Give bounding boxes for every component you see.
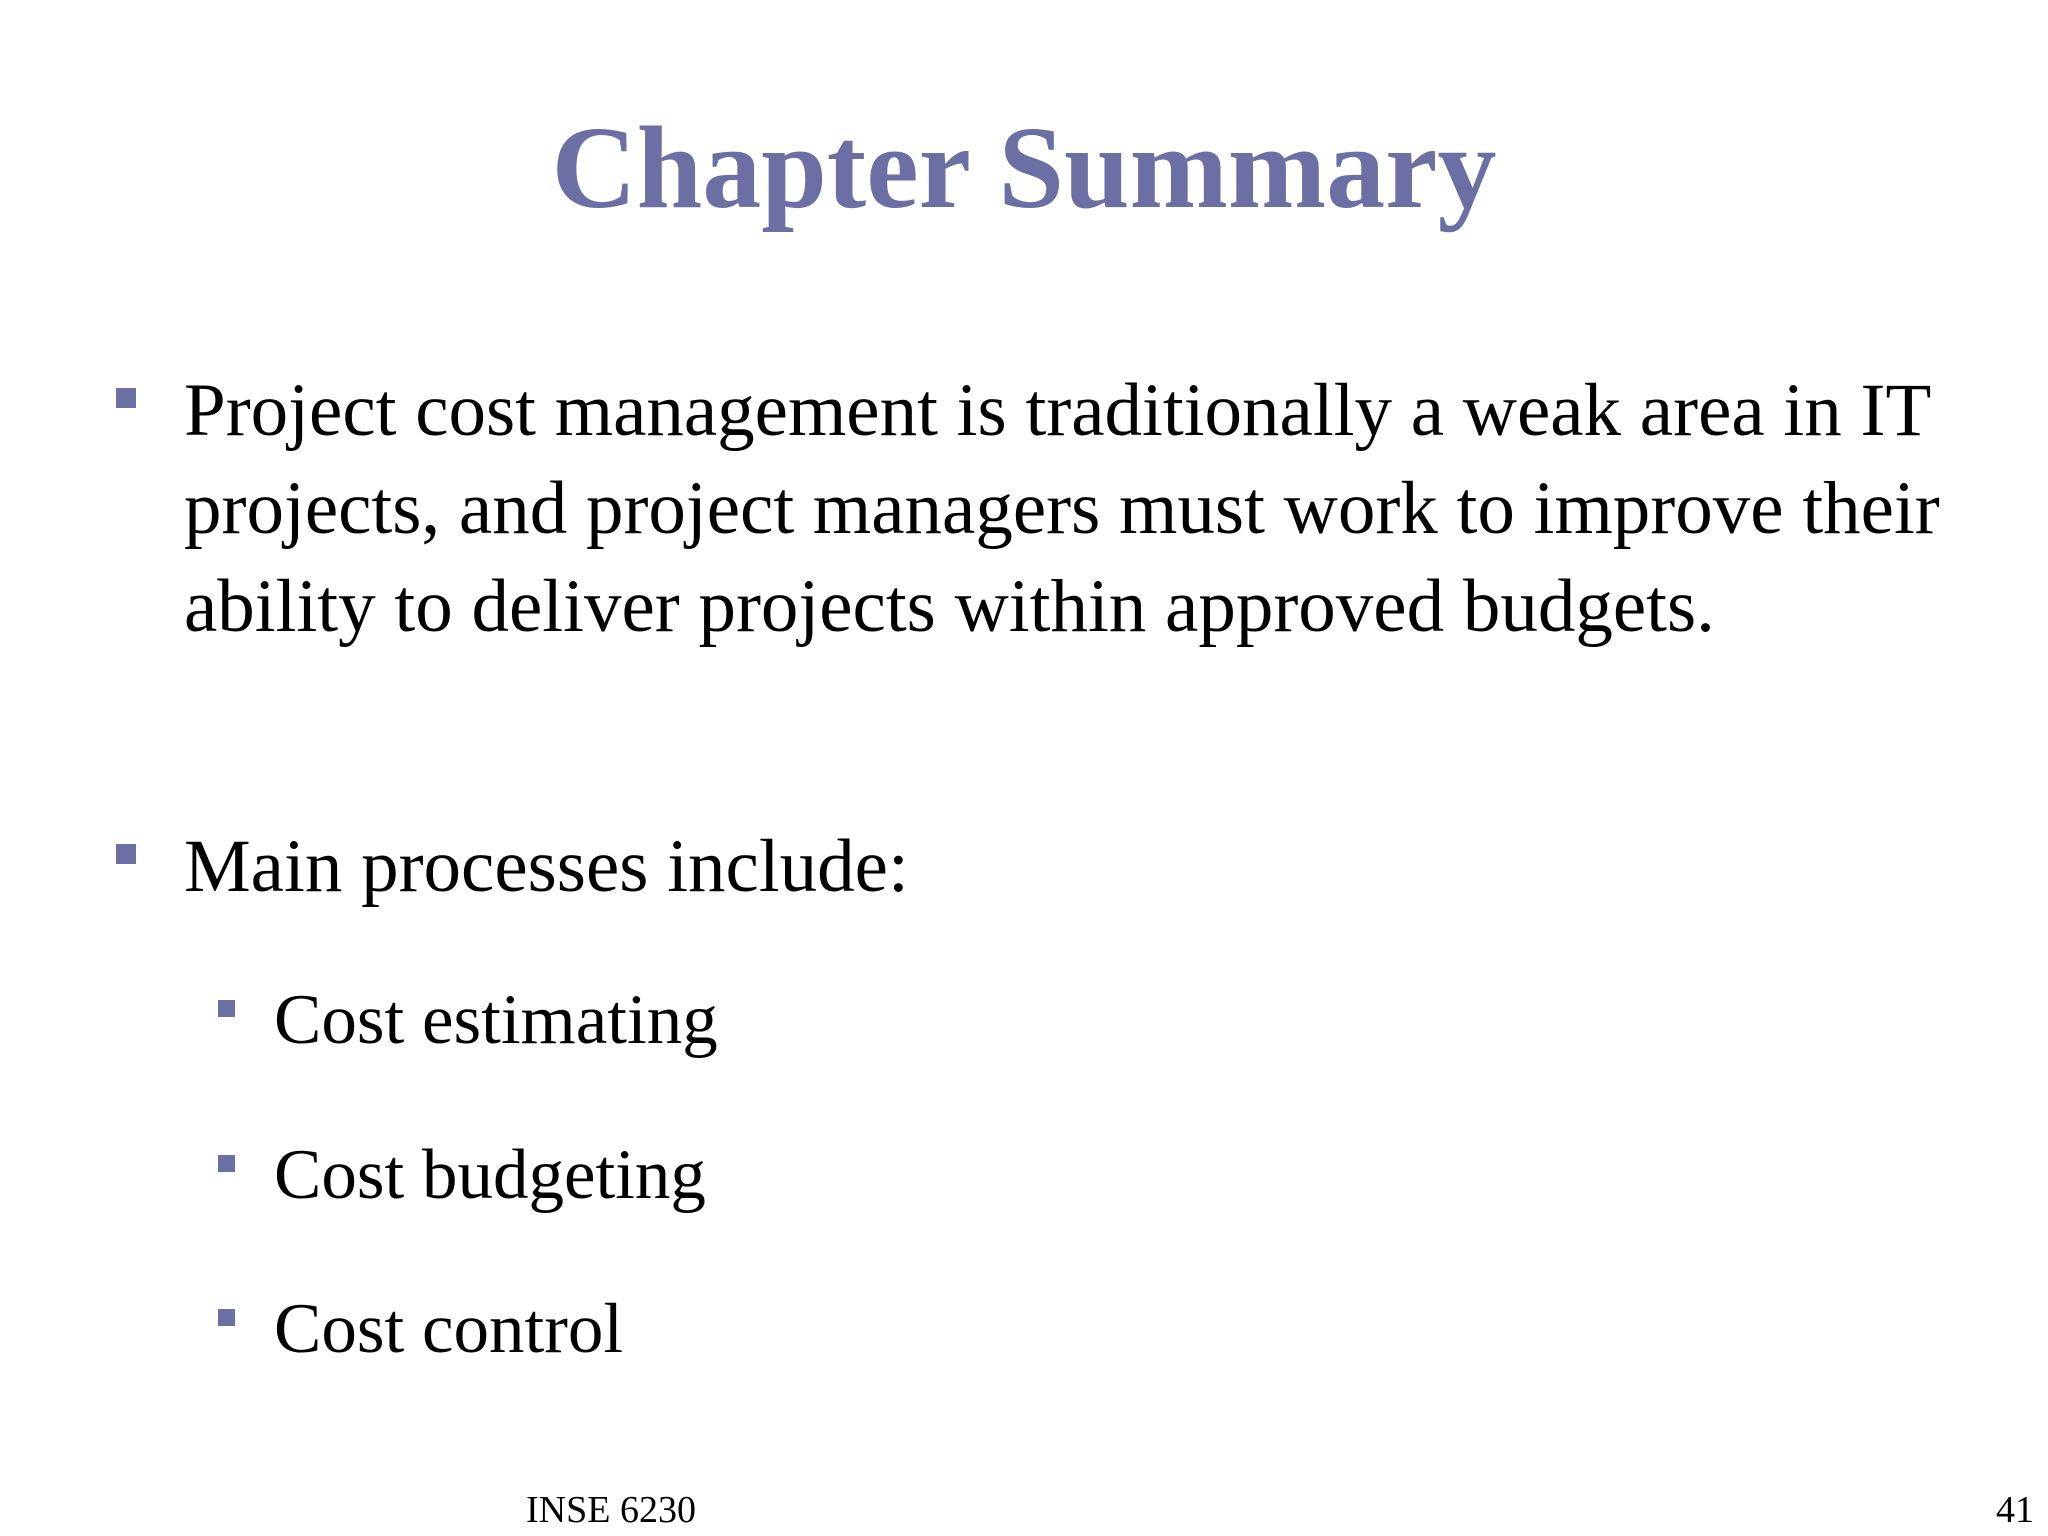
page-number: 41 (1996, 1489, 2034, 1531)
square-bullet-icon (116, 844, 136, 864)
square-bullet-icon (218, 1000, 235, 1017)
footer-course-code: INSE 6230 (526, 1489, 696, 1531)
sub-item-cost-estimating: Cost estimating (274, 981, 718, 1059)
square-bullet-icon (218, 1309, 235, 1326)
square-bullet-icon (116, 388, 136, 408)
square-bullet-icon (218, 1155, 235, 1172)
sub-item-cost-budgeting: Cost budgeting (274, 1136, 706, 1214)
bullet-text-main-processes: Main processes include: (184, 825, 909, 908)
bullet-text-cost-management: Project cost management is traditionally a weak area in IT projects, and project managers must work to improve their ability to deliver projects within approved budgets. (184, 369, 1940, 648)
sub-item-cost-control: Cost control (274, 1290, 624, 1368)
slide-title: Chapter Summary (551, 102, 1497, 233)
